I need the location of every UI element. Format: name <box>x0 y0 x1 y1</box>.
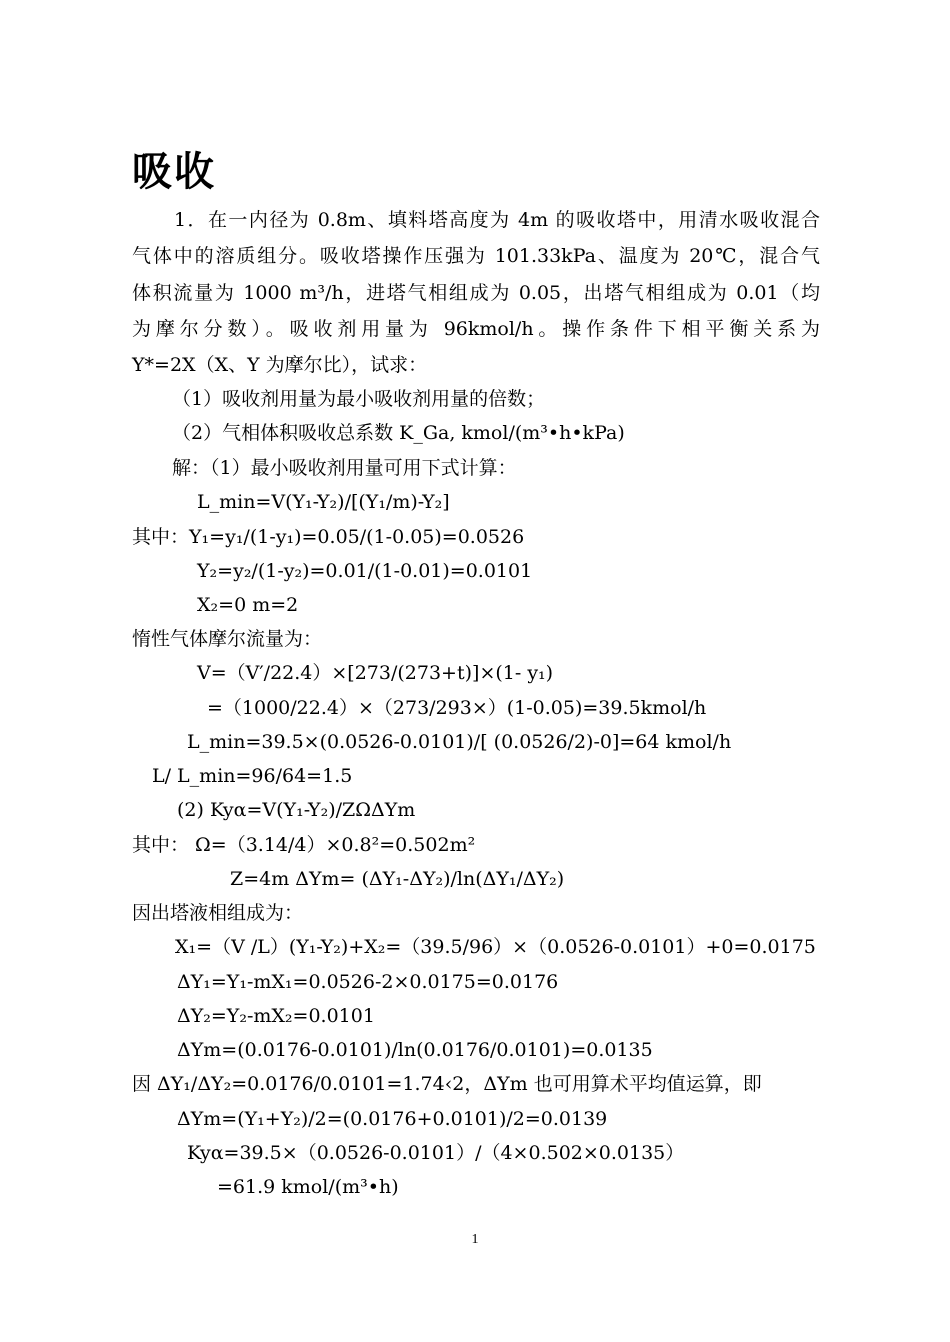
solution-line: =61.9 kmol/(m³•h) <box>217 1176 399 1198</box>
page-number: 1 <box>471 1232 479 1247</box>
question-2: （2）气相体积吸收总系数 K_Ga, kmol/(m³•h•kPa) <box>172 422 625 444</box>
solution-line: ΔYm=(Y₁+Y₂)/2=(0.0176+0.0101)/2=0.0139 <box>177 1108 608 1130</box>
problem-line-5: Y*=2X（X、Y 为摩尔比），试求： <box>132 354 428 376</box>
page-title: 吸收 <box>132 149 216 195</box>
question-1: （1）吸收剂用量为最小吸收剂用量的倍数； <box>172 388 546 410</box>
solution-line: V=（V′/22.4）×[273/(273+t)]×(1- y₁) <box>197 662 554 684</box>
solution-line: 惰性气体摩尔流量为： <box>132 628 323 650</box>
solution-line: 解：（1）最小吸收剂用量可用下式计算： <box>172 457 517 479</box>
solution-line: Z=4m ΔYm= (ΔY₁-ΔY₂)/ln(ΔY₁/ΔY₂) <box>230 868 565 890</box>
problem-line-1: 1．在一内径为 0.8m、填料塔高度为 4m 的吸收塔中，用清水吸收混合 <box>174 209 820 231</box>
solution-line: L_min=39.5×(0.0526-0.0101)/[ (0.0526/2)-0]=64 kmol/h <box>187 731 732 753</box>
problem-line-2: 气体中的溶质组分。吸收塔操作压强为 101.33kPa、温度为 20℃，混合气 <box>132 245 820 267</box>
solution-line: X₂=0 m=2 <box>197 594 299 616</box>
solution-line: ΔYm=(0.0176-0.0101)/ln(0.0176/0.0101)=0.0135 <box>177 1039 653 1061</box>
solution-line: L_min=V(Y₁-Y₂)/[(Y₁/m)-Y₂] <box>197 491 450 513</box>
solution-line: =（1000/22.4）×（273/293×）(1-0.05)=39.5kmol/h <box>207 697 707 719</box>
solution-line: 因 ΔY₁/ΔY₂=0.0176/0.0101=1.74‹2，ΔYm 也可用算术平均值运算，即 <box>132 1073 762 1095</box>
solution-line: X₁=（V /L）(Y₁-Y₂)+X₂=（39.5/96）×（0.0526-0.0101）+0=0.0175 <box>175 936 816 958</box>
solution-line: Kyα=39.5×（0.0526-0.0101）/（4×0.502×0.0135） <box>187 1142 685 1164</box>
solution-line: Y₂=y₂/(1-y₂)=0.01/(1-0.01)=0.0101 <box>197 560 533 582</box>
problem-line-3: 体积流量为 1000 m³/h，进塔气相组成为 0.05，出塔气相组成为 0.01（均 <box>132 282 820 304</box>
solution-line: ΔY₂=Y₂-mX₂=0.0101 <box>177 1005 375 1027</box>
problem-line-4: 为摩尔分数）。吸收剂用量为 96kmol/h。操作条件下相平衡关系为 <box>132 318 820 340</box>
solution-line: 其中：Y₁=y₁/(1-y₁)=0.05/(1-0.05)=0.0526 <box>132 526 525 548</box>
solution-line: 因出塔液相组成为： <box>132 902 304 924</box>
solution-line: ΔY₁=Y₁-mX₁=0.0526-2×0.0175=0.0176 <box>177 971 559 993</box>
solution-line: 其中： Ω=（3.14/4）×0.8²=0.502m² <box>132 834 476 856</box>
solution-line: L/ L_min=96/64=1.5 <box>152 765 353 787</box>
solution-line: (2) Kyα=V(Y₁-Y₂)/ZΩΔYm <box>177 799 416 821</box>
